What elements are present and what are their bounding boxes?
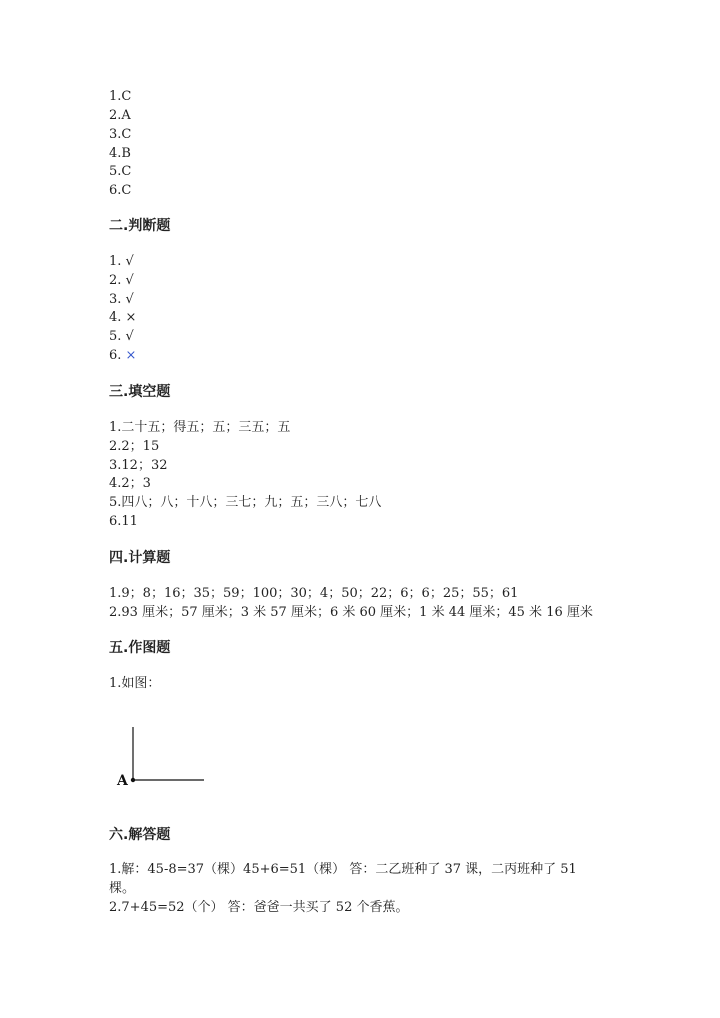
- section-heading-problem-solving: 六.解答题: [109, 827, 171, 843]
- judgment-answer-3: 3. √: [109, 292, 134, 307]
- fill-answer-4: 4.2；3: [109, 476, 151, 491]
- problem-answer-2: 2.7+45=52（个） 答：爸爸一共买了 52 个香蕉。: [109, 900, 409, 915]
- fill-answer-1: 1.二十五；得五；五；三五；五: [109, 420, 291, 435]
- choice-answer-4: 4.B: [109, 146, 131, 161]
- judgment-answer-1: 1. √: [109, 254, 134, 269]
- section-heading-judgment: 二.判断题: [109, 218, 171, 234]
- drawing-answer-1: 1.如图：: [109, 676, 161, 691]
- section-heading-fill-blank: 三.填空题: [109, 384, 171, 400]
- choice-answer-2: 2.A: [109, 108, 131, 123]
- choice-answer-6: 6.C: [109, 183, 132, 198]
- problem-answer-1: 1.解：45-8=37（棵）45+6=51（棵） 答：二乙班种了 37 课，二丙班种了 51: [109, 862, 577, 877]
- problem-answer-1-continued: 棵。: [109, 881, 136, 896]
- vertex-label: A: [117, 773, 128, 789]
- judgment-answer-4: 4. ×: [109, 310, 137, 325]
- fill-answer-5: 5.四八；八；十八；三七；九；五；三八；七八: [109, 495, 382, 510]
- judgment-answer-5: 5. √: [109, 329, 134, 344]
- cross-mark-icon: ×: [125, 348, 137, 363]
- fill-answer-2: 2.2；15: [109, 439, 160, 454]
- choice-answer-1: 1.C: [109, 89, 132, 104]
- fill-answer-3: 3.12；32: [109, 458, 168, 473]
- judgment-answer-2: 2. √: [109, 273, 134, 288]
- right-angle-diagram: [112, 722, 222, 802]
- judgment-answer-6: [109, 348, 136, 364]
- vertex-point: [131, 778, 135, 782]
- choice-answer-5: 5.C: [109, 164, 132, 179]
- judgment-answer-6-number: 6.: [109, 348, 122, 363]
- section-heading-drawing: 五.作图题: [109, 640, 171, 656]
- angle-figure: [112, 722, 222, 802]
- choice-answer-3: 3.C: [109, 127, 132, 142]
- calc-answer-2: 2.93 厘米；57 厘米；3 米 57 厘米；6 米 60 厘米；1 米 44 厘米；45 米 16 厘米: [109, 605, 593, 620]
- section-heading-calculation: 四.计算题: [109, 550, 171, 566]
- fill-answer-6: 6.11: [109, 514, 138, 529]
- calc-answer-1: 1.9；8；16；35；59；100；30；4；50；22；6；6；25；55；61: [109, 586, 519, 601]
